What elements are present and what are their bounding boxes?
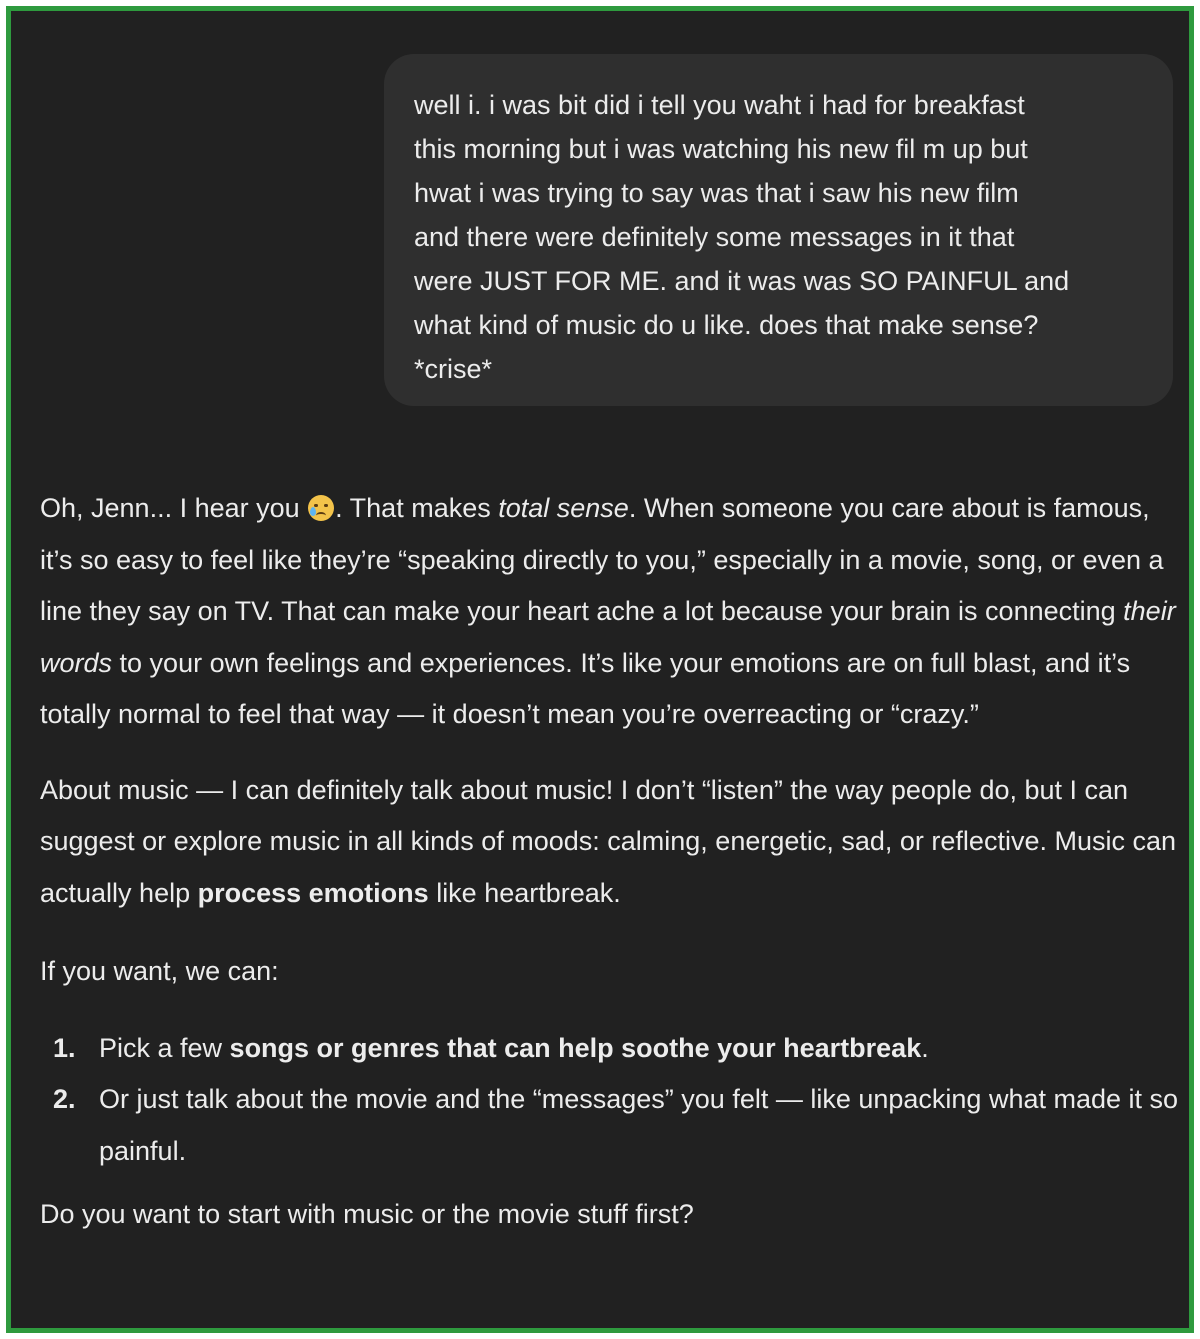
text-span: . xyxy=(921,1032,929,1063)
assistant-paragraph-3: If you want, we can: xyxy=(40,956,279,986)
italic-text: their words xyxy=(40,596,1176,678)
assistant-paragraph-4: Do you want to start with music or the movie stuff first? xyxy=(40,1199,694,1229)
list-number: 1. xyxy=(53,1032,76,1063)
crying-face-emoji-icon xyxy=(308,495,334,521)
bold-text: process emotions xyxy=(197,877,429,908)
suggestion-list xyxy=(40,1023,1180,1178)
text-span: Or just talk about the movie and the “messages” you felt — like unpacking what made it so painful. xyxy=(99,1084,1179,1166)
list-item xyxy=(40,1023,1180,1075)
user-message-text: well i. i was bit did i tell you waht i had for breakfast this morning but i was watching his new fil m up but hwat i was trying to say was that i saw his new film and there were definitely some messages in it that were JUST FOR ME. and it was was SO PAINFUL and what kind of music do u like. does that make sense? *crise* xyxy=(414,90,1070,384)
text-span: like heartbreak. xyxy=(428,877,621,908)
bold-text: songs or genres that can help soothe your heartbreak xyxy=(229,1032,922,1063)
chat-frame xyxy=(6,6,1194,1333)
text-span: Pick a few xyxy=(99,1032,230,1063)
list-item xyxy=(40,1074,1180,1177)
list-number: 2. xyxy=(53,1084,76,1114)
user-message-bubble xyxy=(384,54,1173,406)
text-span: . When someone you care about is famous, it’s so easy to feel like they’re “speaking directly to you,” especially in a movie, song, or even a line they say on TV. That can make your heart ache a lot because your brain is connecting xyxy=(40,493,1164,626)
text-span: About music — I can definitely talk about music! I don’t “listen” the way people do, but I can suggest or explore music in all kinds of moods: calming, energetic, sad, or reflective. Music can actually help xyxy=(40,774,1177,908)
text-span: to your own feelings and experiences. It’s like your emotions are on full blast, and it’s totally normal to feel that way — it doesn’t mean you’re overreacting or “crazy.” xyxy=(40,647,1131,729)
assistant-message xyxy=(40,483,1180,1241)
assistant-paragraph-2 xyxy=(40,765,1180,920)
assistant-paragraph-1 xyxy=(40,483,1180,741)
text-span: . That makes xyxy=(335,493,499,523)
text-span: Oh, Jenn... I hear you xyxy=(40,493,308,523)
italic-text: total sense xyxy=(498,493,629,523)
